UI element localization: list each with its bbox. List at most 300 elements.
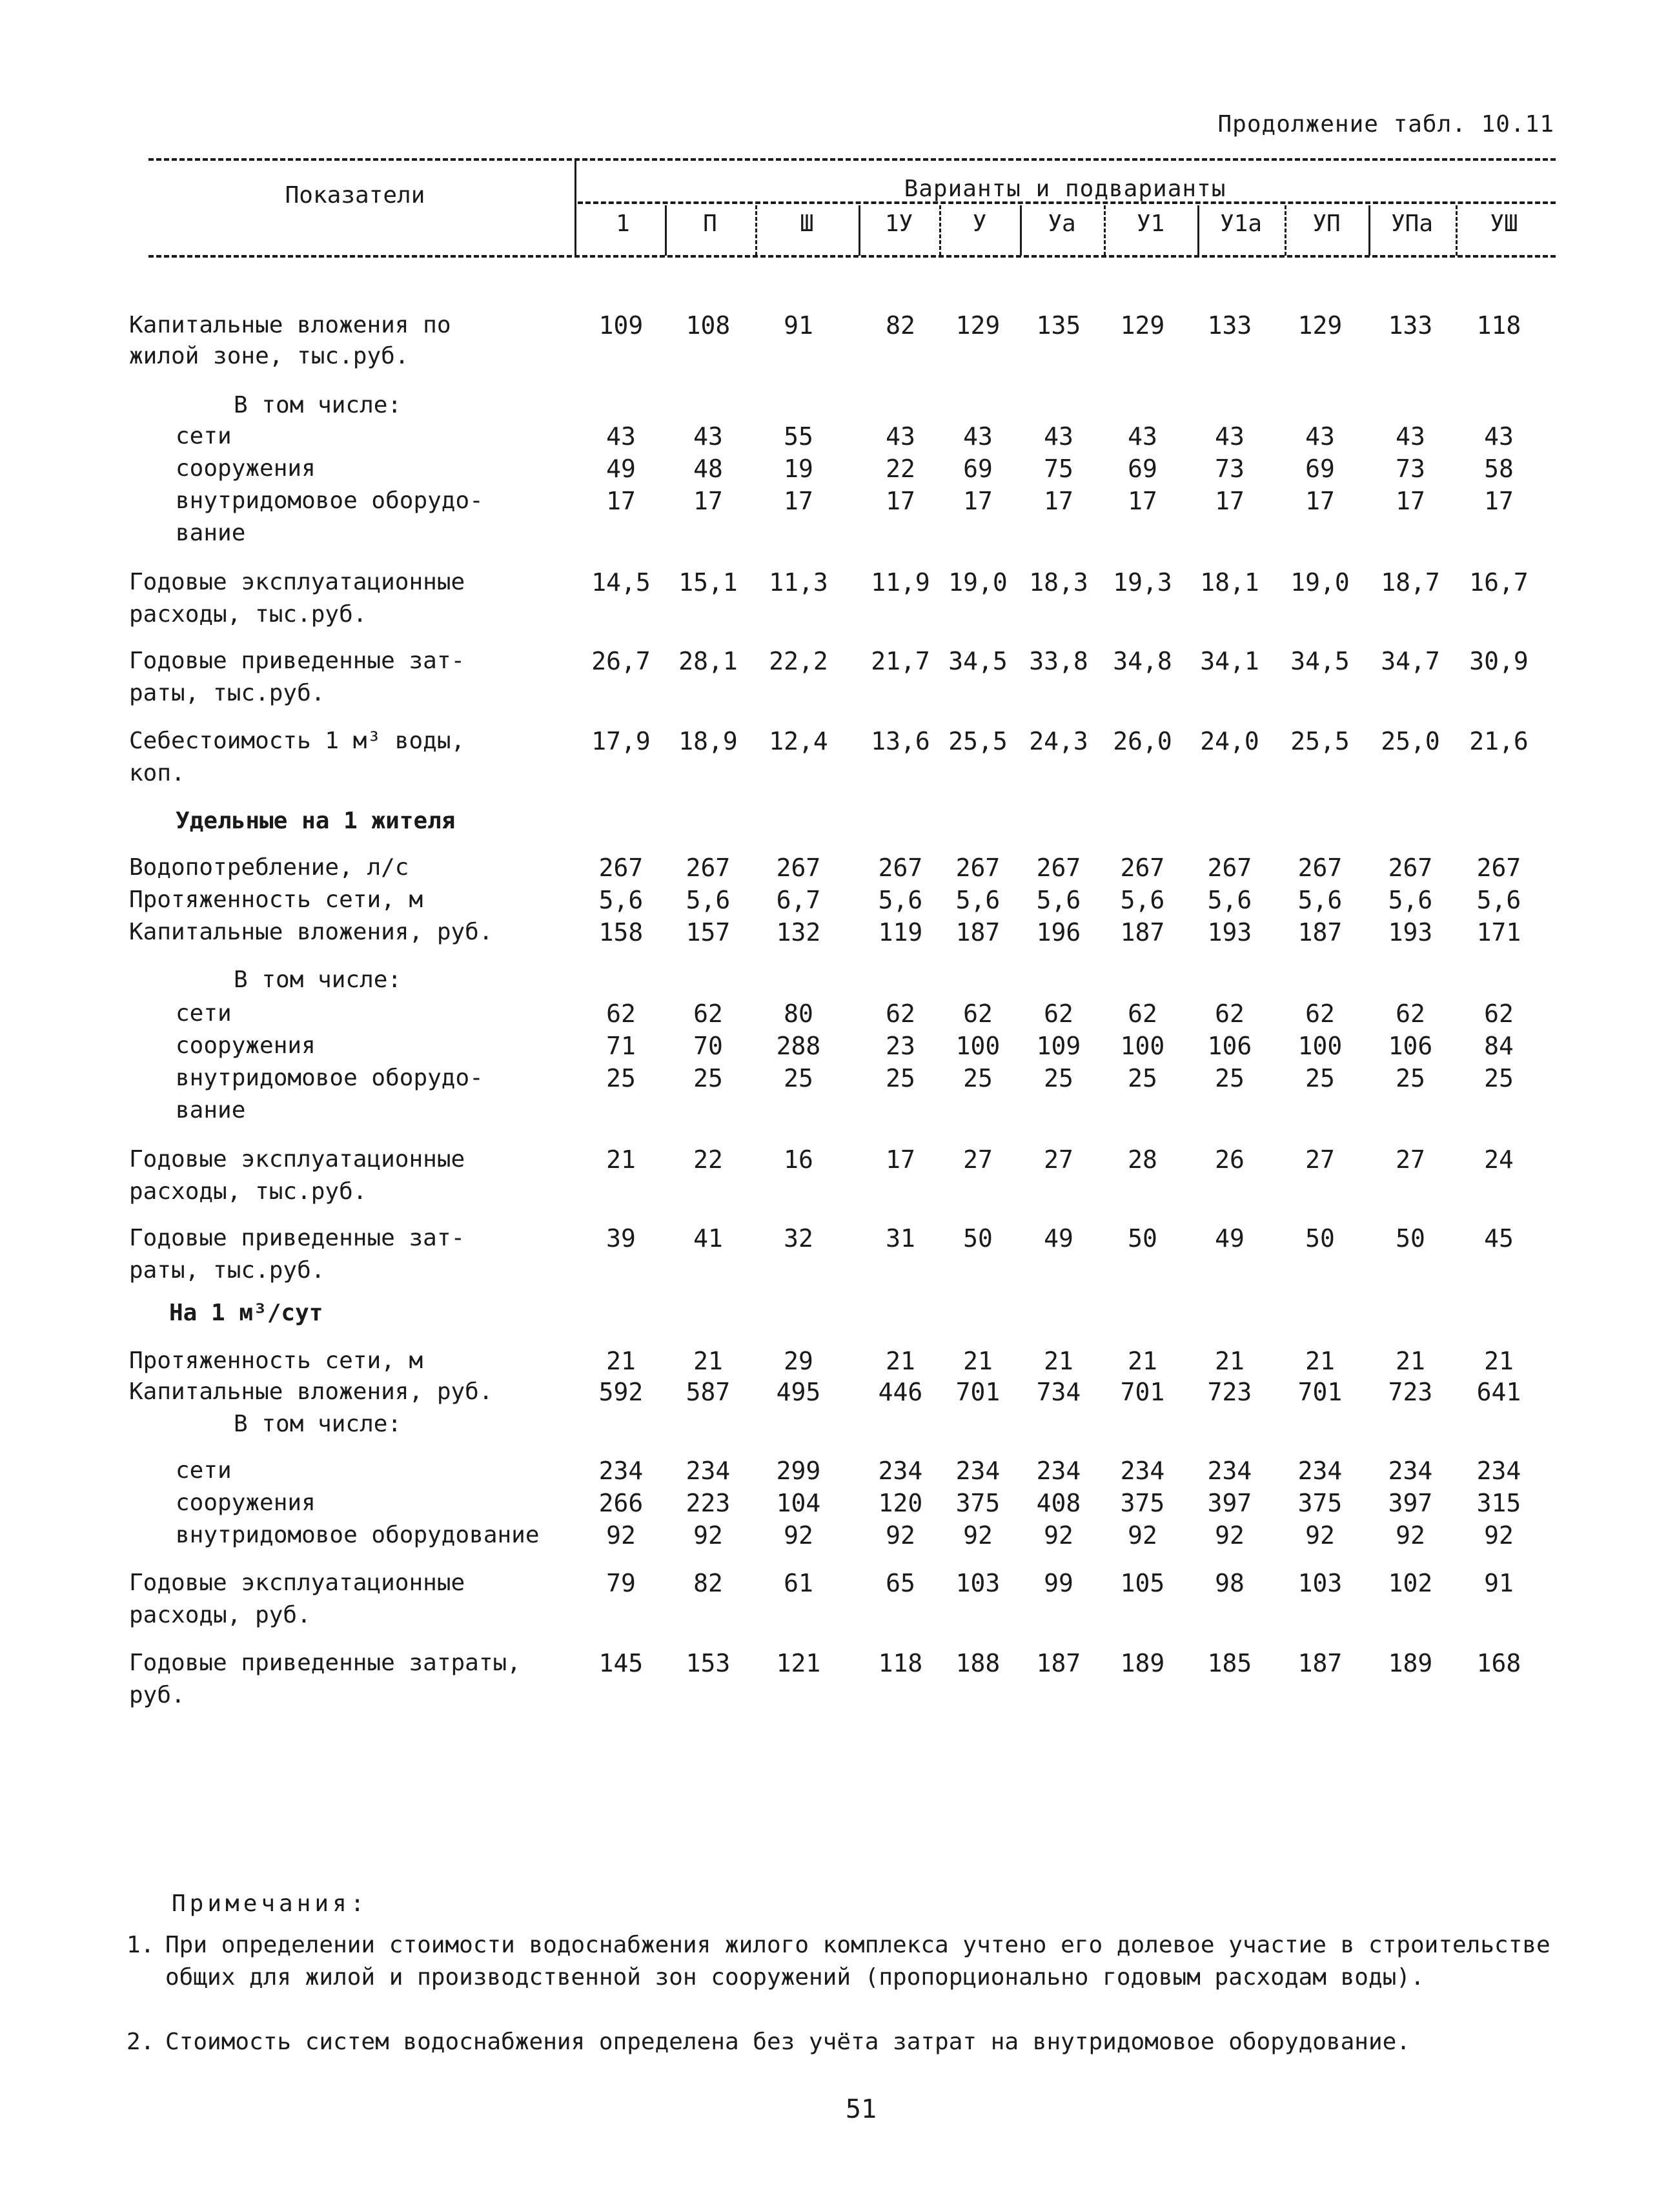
column-header: УПа bbox=[1390, 210, 1434, 237]
table-cell: 43 bbox=[886, 422, 915, 451]
table-cell: 315 bbox=[1476, 1489, 1521, 1517]
table-cell: 62 bbox=[1396, 999, 1425, 1028]
table-cell: 62 bbox=[1305, 999, 1335, 1028]
table-cell: 495 bbox=[776, 1378, 821, 1406]
table-cell: 118 bbox=[1476, 311, 1521, 340]
table-cell: 157 bbox=[686, 918, 731, 947]
table-row bbox=[0, 1600, 1677, 1631]
table-cell: 187 bbox=[1120, 918, 1165, 947]
table-cell: 17 bbox=[1044, 487, 1073, 515]
table-cell: 41 bbox=[693, 1224, 723, 1253]
row-label: Годовые эксплуатационные bbox=[129, 569, 465, 595]
note-number: 2. bbox=[127, 2029, 155, 2055]
table-cell: 188 bbox=[955, 1649, 1001, 1677]
row-label: Себестоимость 1 м³ воды, bbox=[129, 728, 465, 754]
row-label: Годовые эксплуатационные bbox=[129, 1570, 465, 1596]
column-header: 1 bbox=[616, 210, 630, 237]
table-row bbox=[0, 885, 1677, 916]
table-cell: 28,1 bbox=[678, 647, 738, 675]
table-cell: 17 bbox=[784, 487, 813, 515]
table-cell: 58 bbox=[1484, 455, 1514, 483]
column-header: Ш bbox=[800, 210, 814, 237]
table-cell: 27 bbox=[1044, 1145, 1073, 1174]
table-row bbox=[0, 1409, 1677, 1440]
table-cell: 102 bbox=[1388, 1569, 1433, 1597]
table-cell: 43 bbox=[1044, 422, 1073, 451]
table-cell: 61 bbox=[784, 1569, 813, 1597]
row-label: Водопотребление, л/с bbox=[129, 854, 409, 881]
table-cell: 5,6 bbox=[686, 886, 731, 914]
table-cell: 17 bbox=[1215, 487, 1245, 515]
table-row bbox=[0, 1377, 1677, 1408]
table-cell: 267 bbox=[598, 854, 644, 882]
table-cell: 21 bbox=[1305, 1347, 1335, 1375]
row-label: В том числе: bbox=[234, 1411, 402, 1437]
table-cell: 446 bbox=[878, 1378, 923, 1406]
table-cell: 223 bbox=[686, 1489, 731, 1517]
row-label: В том числе: bbox=[234, 967, 402, 993]
table-cell: 92 bbox=[1305, 1521, 1335, 1550]
table-cell: 62 bbox=[1484, 999, 1514, 1028]
table-cell: 12,4 bbox=[769, 727, 828, 755]
table-cell: 69 bbox=[963, 455, 993, 483]
table-cell: 375 bbox=[955, 1489, 1001, 1517]
table-cell: 133 bbox=[1207, 311, 1252, 340]
table-cell: 267 bbox=[1476, 854, 1521, 882]
column-header: У1а bbox=[1219, 210, 1263, 237]
table-cell: 5,6 bbox=[1476, 886, 1521, 914]
table-cell: 82 bbox=[693, 1569, 723, 1597]
table-cell: 92 bbox=[1044, 1521, 1073, 1550]
table-cell: 5,6 bbox=[955, 886, 1001, 914]
table-cell: 100 bbox=[955, 1032, 1001, 1060]
table-cell: 701 bbox=[955, 1378, 1001, 1406]
table-cell: 187 bbox=[955, 918, 1001, 947]
column-header: П bbox=[703, 210, 717, 237]
table-cell: 5,6 bbox=[598, 886, 644, 914]
column-header: 1У bbox=[884, 210, 913, 237]
table-cell: 187 bbox=[1297, 918, 1343, 947]
note-text: Стоимость систем водоснабжения определена без учёта затрат на внутридомовое оборудование. bbox=[165, 2029, 1410, 2055]
table-cell: 21 bbox=[693, 1347, 723, 1375]
table-cell: 193 bbox=[1207, 918, 1252, 947]
table-cell: 43 bbox=[963, 422, 993, 451]
table-cell: 49 bbox=[1215, 1224, 1245, 1253]
table-cell: 17 bbox=[1484, 487, 1514, 515]
table-cell: 17 bbox=[886, 1145, 915, 1174]
column-separator bbox=[1020, 205, 1022, 256]
table-cell: 234 bbox=[686, 1457, 731, 1485]
table-row bbox=[0, 1095, 1677, 1126]
table-cell: 21 bbox=[963, 1347, 993, 1375]
table-cell: 22 bbox=[886, 455, 915, 483]
table-cell: 19,0 bbox=[948, 568, 1008, 597]
row-label: сети bbox=[176, 423, 232, 449]
table-cell: 234 bbox=[1388, 1457, 1433, 1485]
table-cell: 18,1 bbox=[1200, 568, 1259, 597]
table-cell: 25 bbox=[1215, 1064, 1245, 1092]
column-separator bbox=[1104, 205, 1106, 256]
table-cell: 33,8 bbox=[1029, 647, 1088, 675]
row-label: раты, тыс.руб. bbox=[129, 1257, 325, 1284]
table-cell: 43 bbox=[1484, 422, 1514, 451]
table-row bbox=[0, 1455, 1677, 1486]
table-row bbox=[0, 486, 1677, 517]
column-header: У bbox=[972, 210, 987, 237]
table-cell: 267 bbox=[1388, 854, 1433, 882]
table-row bbox=[0, 965, 1677, 996]
table-cell: 34,5 bbox=[948, 647, 1008, 675]
table-cell: 98 bbox=[1215, 1569, 1245, 1597]
column-separator bbox=[1285, 205, 1286, 256]
table-cell: 43 bbox=[1215, 422, 1245, 451]
table-cell: 17 bbox=[886, 487, 915, 515]
table-cell: 100 bbox=[1120, 1032, 1165, 1060]
table-cell: 27 bbox=[963, 1145, 993, 1174]
table-cell: 17 bbox=[963, 487, 993, 515]
table-cell: 34,5 bbox=[1290, 647, 1350, 675]
row-label: расходы, тыс.руб. bbox=[129, 601, 367, 628]
column-separator bbox=[1456, 205, 1458, 256]
table-cell: 129 bbox=[1297, 311, 1343, 340]
table-cell: 62 bbox=[1128, 999, 1157, 1028]
row-label: руб. bbox=[129, 1682, 185, 1708]
table-cell: 91 bbox=[1484, 1569, 1514, 1597]
row-label: Протяженность сети, м bbox=[129, 886, 423, 913]
table-cell: 50 bbox=[1128, 1224, 1157, 1253]
table-row bbox=[0, 421, 1677, 452]
table-cell: 100 bbox=[1297, 1032, 1343, 1060]
table-cell: 92 bbox=[784, 1521, 813, 1550]
table-cell: 29 bbox=[784, 1347, 813, 1375]
table-cell: 234 bbox=[1120, 1457, 1165, 1485]
table-cell: 171 bbox=[1476, 918, 1521, 947]
table-cell: 25 bbox=[1305, 1064, 1335, 1092]
table-cell: 187 bbox=[1297, 1649, 1343, 1677]
table-cell: 17 bbox=[1128, 487, 1157, 515]
table-cell: 21 bbox=[1128, 1347, 1157, 1375]
table-cell: 13,6 bbox=[871, 727, 930, 755]
table-cell: 19,3 bbox=[1113, 568, 1172, 597]
table-row bbox=[0, 453, 1677, 484]
row-label: В том числе: bbox=[234, 392, 402, 418]
table-cell: 18,9 bbox=[678, 727, 738, 755]
table-cell: 723 bbox=[1388, 1378, 1433, 1406]
table-cell: 45 bbox=[1484, 1224, 1514, 1253]
variants-header: Варианты и подварианты bbox=[904, 176, 1226, 202]
column-header: Уа bbox=[1048, 210, 1076, 237]
indicators-header: Показатели bbox=[285, 182, 425, 209]
table-cell: 71 bbox=[606, 1032, 636, 1060]
table-cell: 5,6 bbox=[1120, 886, 1165, 914]
column-separator bbox=[859, 205, 860, 256]
table-cell: 62 bbox=[1044, 999, 1073, 1028]
table-cell: 79 bbox=[606, 1569, 636, 1597]
table-cell: 189 bbox=[1388, 1649, 1433, 1677]
table-cell: 16 bbox=[784, 1145, 813, 1174]
table-cell: 27 bbox=[1305, 1145, 1335, 1174]
table-cell: 109 bbox=[598, 311, 644, 340]
table-cell: 25 bbox=[606, 1064, 636, 1092]
table-cell: 5,6 bbox=[1388, 886, 1433, 914]
table-cell: 21 bbox=[1215, 1347, 1245, 1375]
table-cell: 92 bbox=[693, 1521, 723, 1550]
table-row bbox=[0, 310, 1677, 341]
table-row bbox=[0, 998, 1677, 1029]
table-cell: 121 bbox=[776, 1649, 821, 1677]
table-cell: 24,3 bbox=[1029, 727, 1088, 755]
table-cell: 234 bbox=[598, 1457, 644, 1485]
table-cell: 267 bbox=[1036, 854, 1081, 882]
row-label: Годовые приведенные зат- bbox=[129, 648, 465, 674]
table-cell: 34,7 bbox=[1381, 647, 1440, 675]
row-label: вание bbox=[176, 1097, 246, 1123]
table-cell: 75 bbox=[1044, 455, 1073, 483]
table-cell: 153 bbox=[686, 1649, 731, 1677]
table-cell: 32 bbox=[784, 1224, 813, 1253]
table-row bbox=[0, 1520, 1677, 1551]
table-cell: 69 bbox=[1305, 455, 1335, 483]
table-row bbox=[0, 567, 1677, 598]
table-row bbox=[0, 726, 1677, 757]
table-cell: 21 bbox=[1044, 1347, 1073, 1375]
table-cell: 118 bbox=[878, 1649, 923, 1677]
table-cell: 104 bbox=[776, 1489, 821, 1517]
table-cell: 82 bbox=[886, 311, 915, 340]
table-cell: 734 bbox=[1036, 1378, 1081, 1406]
table-cell: 25,5 bbox=[948, 727, 1008, 755]
table-cell: 22,2 bbox=[769, 647, 828, 675]
row-label: сети bbox=[176, 1000, 232, 1027]
table-cell: 408 bbox=[1036, 1489, 1081, 1517]
row-label: внутридомовое оборудование bbox=[176, 1522, 540, 1548]
table-cell: 17 bbox=[693, 487, 723, 515]
row-label: сооружения bbox=[176, 1032, 316, 1059]
table-row bbox=[0, 852, 1677, 883]
table-cell: 62 bbox=[963, 999, 993, 1028]
row-label: Годовые эксплуатационные bbox=[129, 1146, 465, 1173]
table-cell: 587 bbox=[686, 1378, 731, 1406]
table-cell: 133 bbox=[1388, 311, 1433, 340]
table-row bbox=[0, 390, 1677, 421]
column-separator bbox=[939, 205, 941, 256]
table-row bbox=[0, 1568, 1677, 1599]
column-header: У1 bbox=[1136, 210, 1165, 237]
table-cell: 106 bbox=[1388, 1032, 1433, 1060]
table-row bbox=[0, 1488, 1677, 1519]
table-row bbox=[0, 1648, 1677, 1679]
table-cell: 723 bbox=[1207, 1378, 1252, 1406]
table-cell: 26,7 bbox=[591, 647, 651, 675]
table-cell: 43 bbox=[606, 422, 636, 451]
table-cell: 6,7 bbox=[776, 886, 821, 914]
header-divider bbox=[574, 160, 576, 257]
table-cell: 19 bbox=[784, 455, 813, 483]
table-cell: 108 bbox=[686, 311, 731, 340]
table-cell: 120 bbox=[878, 1489, 923, 1517]
table-cell: 25 bbox=[1396, 1064, 1425, 1092]
table-cell: 24 bbox=[1484, 1145, 1514, 1174]
table-cell: 397 bbox=[1388, 1489, 1433, 1517]
table-cell: 50 bbox=[1305, 1224, 1335, 1253]
table-cell: 26 bbox=[1215, 1145, 1245, 1174]
table-cell: 25,5 bbox=[1290, 727, 1350, 755]
table-cell: 234 bbox=[1476, 1457, 1521, 1485]
table-cell: 234 bbox=[1297, 1457, 1343, 1485]
table-row bbox=[0, 1223, 1677, 1254]
table-cell: 62 bbox=[606, 999, 636, 1028]
table-cell: 24,0 bbox=[1200, 727, 1259, 755]
table-cell: 65 bbox=[886, 1569, 915, 1597]
table-cell: 92 bbox=[1128, 1521, 1157, 1550]
table-cell: 21,6 bbox=[1469, 727, 1529, 755]
row-label: расходы, тыс.руб. bbox=[129, 1178, 367, 1205]
table-cell: 62 bbox=[886, 999, 915, 1028]
table-cell: 267 bbox=[1120, 854, 1165, 882]
table-cell: 193 bbox=[1388, 918, 1433, 947]
table-cell: 25,0 bbox=[1381, 727, 1440, 755]
table-cell: 11,9 bbox=[871, 568, 930, 597]
table-row bbox=[0, 1255, 1677, 1286]
table-row bbox=[0, 646, 1677, 677]
table-cell: 5,6 bbox=[1297, 886, 1343, 914]
table-cell: 19,0 bbox=[1290, 568, 1350, 597]
row-label: Годовые приведенные зат- bbox=[129, 1225, 465, 1251]
table-cell: 28 bbox=[1128, 1145, 1157, 1174]
table-cell: 288 bbox=[776, 1032, 821, 1060]
row-label: Удельные на 1 жителя bbox=[176, 808, 456, 834]
table-cell: 641 bbox=[1476, 1378, 1521, 1406]
continuation-label: Продолжение табл. 10.11 bbox=[1217, 111, 1554, 138]
table-cell: 234 bbox=[1036, 1457, 1081, 1485]
table-cell: 5,6 bbox=[878, 886, 923, 914]
table-cell: 25 bbox=[784, 1064, 813, 1092]
row-label: раты, тыс.руб. bbox=[129, 680, 325, 706]
table-cell: 62 bbox=[1215, 999, 1245, 1028]
row-label: Капитальные вложения, руб. bbox=[129, 919, 493, 945]
row-label: На 1 м³/сут bbox=[169, 1300, 323, 1326]
table-cell: 5,6 bbox=[1036, 886, 1081, 914]
table-cell: 129 bbox=[1120, 311, 1165, 340]
table-cell: 99 bbox=[1044, 1569, 1073, 1597]
table-cell: 168 bbox=[1476, 1649, 1521, 1677]
table-cell: 397 bbox=[1207, 1489, 1252, 1517]
table-row bbox=[0, 678, 1677, 709]
table-row bbox=[0, 341, 1677, 372]
table-cell: 73 bbox=[1215, 455, 1245, 483]
table-cell: 91 bbox=[784, 311, 813, 340]
table-row bbox=[0, 1346, 1677, 1377]
table-row bbox=[0, 518, 1677, 549]
table-cell: 267 bbox=[878, 854, 923, 882]
table-cell: 34,8 bbox=[1113, 647, 1172, 675]
notes-title: Примечания: bbox=[172, 1890, 369, 1917]
row-label: сооружения bbox=[176, 455, 316, 482]
table-cell: 92 bbox=[606, 1521, 636, 1550]
row-label: сети bbox=[176, 1457, 232, 1484]
table-row bbox=[0, 917, 1677, 948]
table-cell: 11,3 bbox=[769, 568, 828, 597]
header-bottom-rule bbox=[148, 255, 1556, 258]
table-cell: 701 bbox=[1120, 1378, 1165, 1406]
table-cell: 49 bbox=[606, 455, 636, 483]
table-cell: 43 bbox=[1128, 422, 1157, 451]
table-cell: 267 bbox=[955, 854, 1001, 882]
table-cell: 25 bbox=[1484, 1064, 1514, 1092]
table-cell: 135 bbox=[1036, 311, 1081, 340]
table-cell: 132 bbox=[776, 918, 821, 947]
row-label: вание bbox=[176, 520, 246, 546]
table-cell: 299 bbox=[776, 1457, 821, 1485]
table-cell: 21 bbox=[606, 1145, 636, 1174]
table-cell: 48 bbox=[693, 455, 723, 483]
table-row bbox=[0, 1176, 1677, 1207]
table-cell: 196 bbox=[1036, 918, 1081, 947]
table-cell: 375 bbox=[1120, 1489, 1165, 1517]
table-cell: 185 bbox=[1207, 1649, 1252, 1677]
table-cell: 267 bbox=[686, 854, 731, 882]
table-cell: 103 bbox=[955, 1569, 1001, 1597]
column-header: УШ bbox=[1490, 210, 1518, 237]
table-cell: 30,9 bbox=[1469, 647, 1529, 675]
table-cell: 25 bbox=[1128, 1064, 1157, 1092]
row-label: внутридомовое оборудо- bbox=[176, 487, 483, 514]
table-cell: 50 bbox=[1396, 1224, 1425, 1253]
table-cell: 27 bbox=[1396, 1145, 1425, 1174]
table-cell: 18,7 bbox=[1381, 568, 1440, 597]
table-cell: 119 bbox=[878, 918, 923, 947]
table-cell: 23 bbox=[886, 1032, 915, 1060]
table-cell: 158 bbox=[598, 918, 644, 947]
table-cell: 34,1 bbox=[1200, 647, 1259, 675]
table-cell: 62 bbox=[693, 999, 723, 1028]
column-separator bbox=[1197, 205, 1199, 256]
table-row bbox=[0, 1063, 1677, 1094]
table-cell: 16,7 bbox=[1469, 568, 1529, 597]
table-row bbox=[0, 1144, 1677, 1175]
page-number: 51 bbox=[845, 2094, 877, 2124]
table-cell: 84 bbox=[1484, 1032, 1514, 1060]
table-cell: 267 bbox=[776, 854, 821, 882]
column-separator bbox=[755, 205, 757, 256]
table-cell: 592 bbox=[598, 1378, 644, 1406]
table-cell: 21 bbox=[606, 1347, 636, 1375]
row-label: сооружения bbox=[176, 1490, 316, 1516]
table-cell: 21 bbox=[1396, 1347, 1425, 1375]
column-separator bbox=[1368, 205, 1370, 256]
table-cell: 21,7 bbox=[871, 647, 930, 675]
table-cell: 17 bbox=[1396, 487, 1425, 515]
table-cell: 49 bbox=[1044, 1224, 1073, 1253]
table-cell: 21 bbox=[886, 1347, 915, 1375]
table-cell: 39 bbox=[606, 1224, 636, 1253]
table-cell: 73 bbox=[1396, 455, 1425, 483]
table-cell: 43 bbox=[1305, 422, 1335, 451]
table-row bbox=[0, 806, 1677, 837]
row-label: расходы, руб. bbox=[129, 1602, 311, 1628]
table-cell: 92 bbox=[1215, 1521, 1245, 1550]
table-cell: 92 bbox=[886, 1521, 915, 1550]
table-cell: 267 bbox=[1207, 854, 1252, 882]
table-cell: 5,6 bbox=[1207, 886, 1252, 914]
table-row bbox=[0, 599, 1677, 630]
table-cell: 18,3 bbox=[1029, 568, 1088, 597]
table-cell: 55 bbox=[784, 422, 813, 451]
table-cell: 187 bbox=[1036, 1649, 1081, 1677]
table-cell: 234 bbox=[955, 1457, 1001, 1485]
table-cell: 43 bbox=[693, 422, 723, 451]
table-cell: 267 bbox=[1297, 854, 1343, 882]
